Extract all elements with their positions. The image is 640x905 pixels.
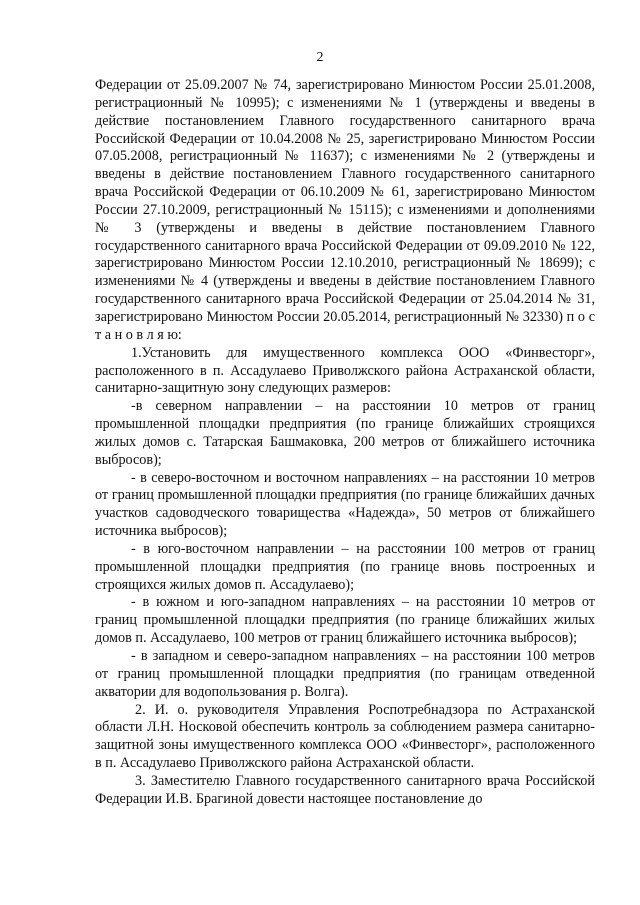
paragraph-zone-west-northwest: - в западном и северо-западном направлениях – на расстоянии 100 метров от границ промышленной площадки предприятия (по границам отведенной акватории для водопользования р. Волга). — [95, 648, 595, 700]
document-body — [95, 77, 595, 809]
paragraph-zone-south-southwest: - в южном и юго-западном направлениях – на расстоянии 10 метров от границ промышленной площадки предприятия (по границе ближайших жилых домов п. Ассадулаево, 100 метров от границ ближайшего источника выбросов); — [95, 594, 595, 647]
paragraph-zone-northeast-east: - в северо-восточном и восточном направлениях – на расстоянии 10 метров от границ промышленной площадки предприятия (по границе ближайших дачных участков садоводческого товарищества «Надежда», 50 метров от ближайшего источника выбросов); — [95, 469, 595, 540]
page-number: 2 — [316, 50, 324, 65]
paragraph-registration-details: Федерации от 25.09.2007 № 74, зарегистрировано Минюстом России 25.01.2008, регистрационный № 10995); с изменениями № 1 (утверждены и введены в действие постановлением Главного государственного санитарного врача Российской Федерации от 10.04.2008 № 25, зарегистрировано Минюстом России 07.05.2008, регистрационный № 11637); с изменениями № 2 (утверждены и введены в действие постановлением Главного государственного санитарного врача Российской Федерации от 06.10.2009 № 61, зарегистрировано Минюстом России 27.10.2009, регистрационный № 15115); с изменениями и дополнениями № 3 (утверждены и введены в действие постановлением Главного государственного санитарного врача Российской Федерации от 09.09.2010 № 122, зарегистрировано Минюстом России 12.10.2010, регистрационный № 18699); с изменениями № 4 (утверждены и введены в действие постановлением Главного государственного санитарного врача Российской Федерации от 25.04.2014 № 31, зарегистрировано Минюстом России 20.05.2014, регистрационный № 32330) п о с т а н о в л я ю: — [95, 77, 595, 343]
paragraph-zone-southeast: - в юго-восточном направлении – на расстоянии 100 метров от границ промышленной площадки предприятия (по границе вновь построенных и строящихся жилых домов п. Ассадулаево); — [95, 540, 595, 593]
paragraph-clause-2: 2. И. о. руководителя Управления Роспотребнадзора по Астраханской области Л.Н. Носковой обеспечить контроль за соблюдением размера санитарно-защитной зоны имущественного комплекса ООО «Финвесторг», расположенного в п. Ассадулаево Приволжского района Астраханской области. — [95, 701, 595, 772]
paragraph-clause-3: 3. Заместителю Главного государственного санитарного врача Российской Федерации И.В. Брагиной довести настоящее постановление до — [95, 772, 595, 807]
paragraph-zone-north: -в северном направлении – на расстоянии 10 метров от границ промышленной площадки предприятия (по границе ближайших строящихся жилых домов с. Татарская Башмаковка, 200 метров от ближайшего источника выбросов); — [95, 398, 595, 468]
paragraph-clause-1: 1.Установить для имущественного комплекса ООО «Финвесторг», расположенного в п. Ассадулаево Приволжского района Астраханской области, санитарно-защитную зону следующих размеров: — [95, 344, 595, 397]
